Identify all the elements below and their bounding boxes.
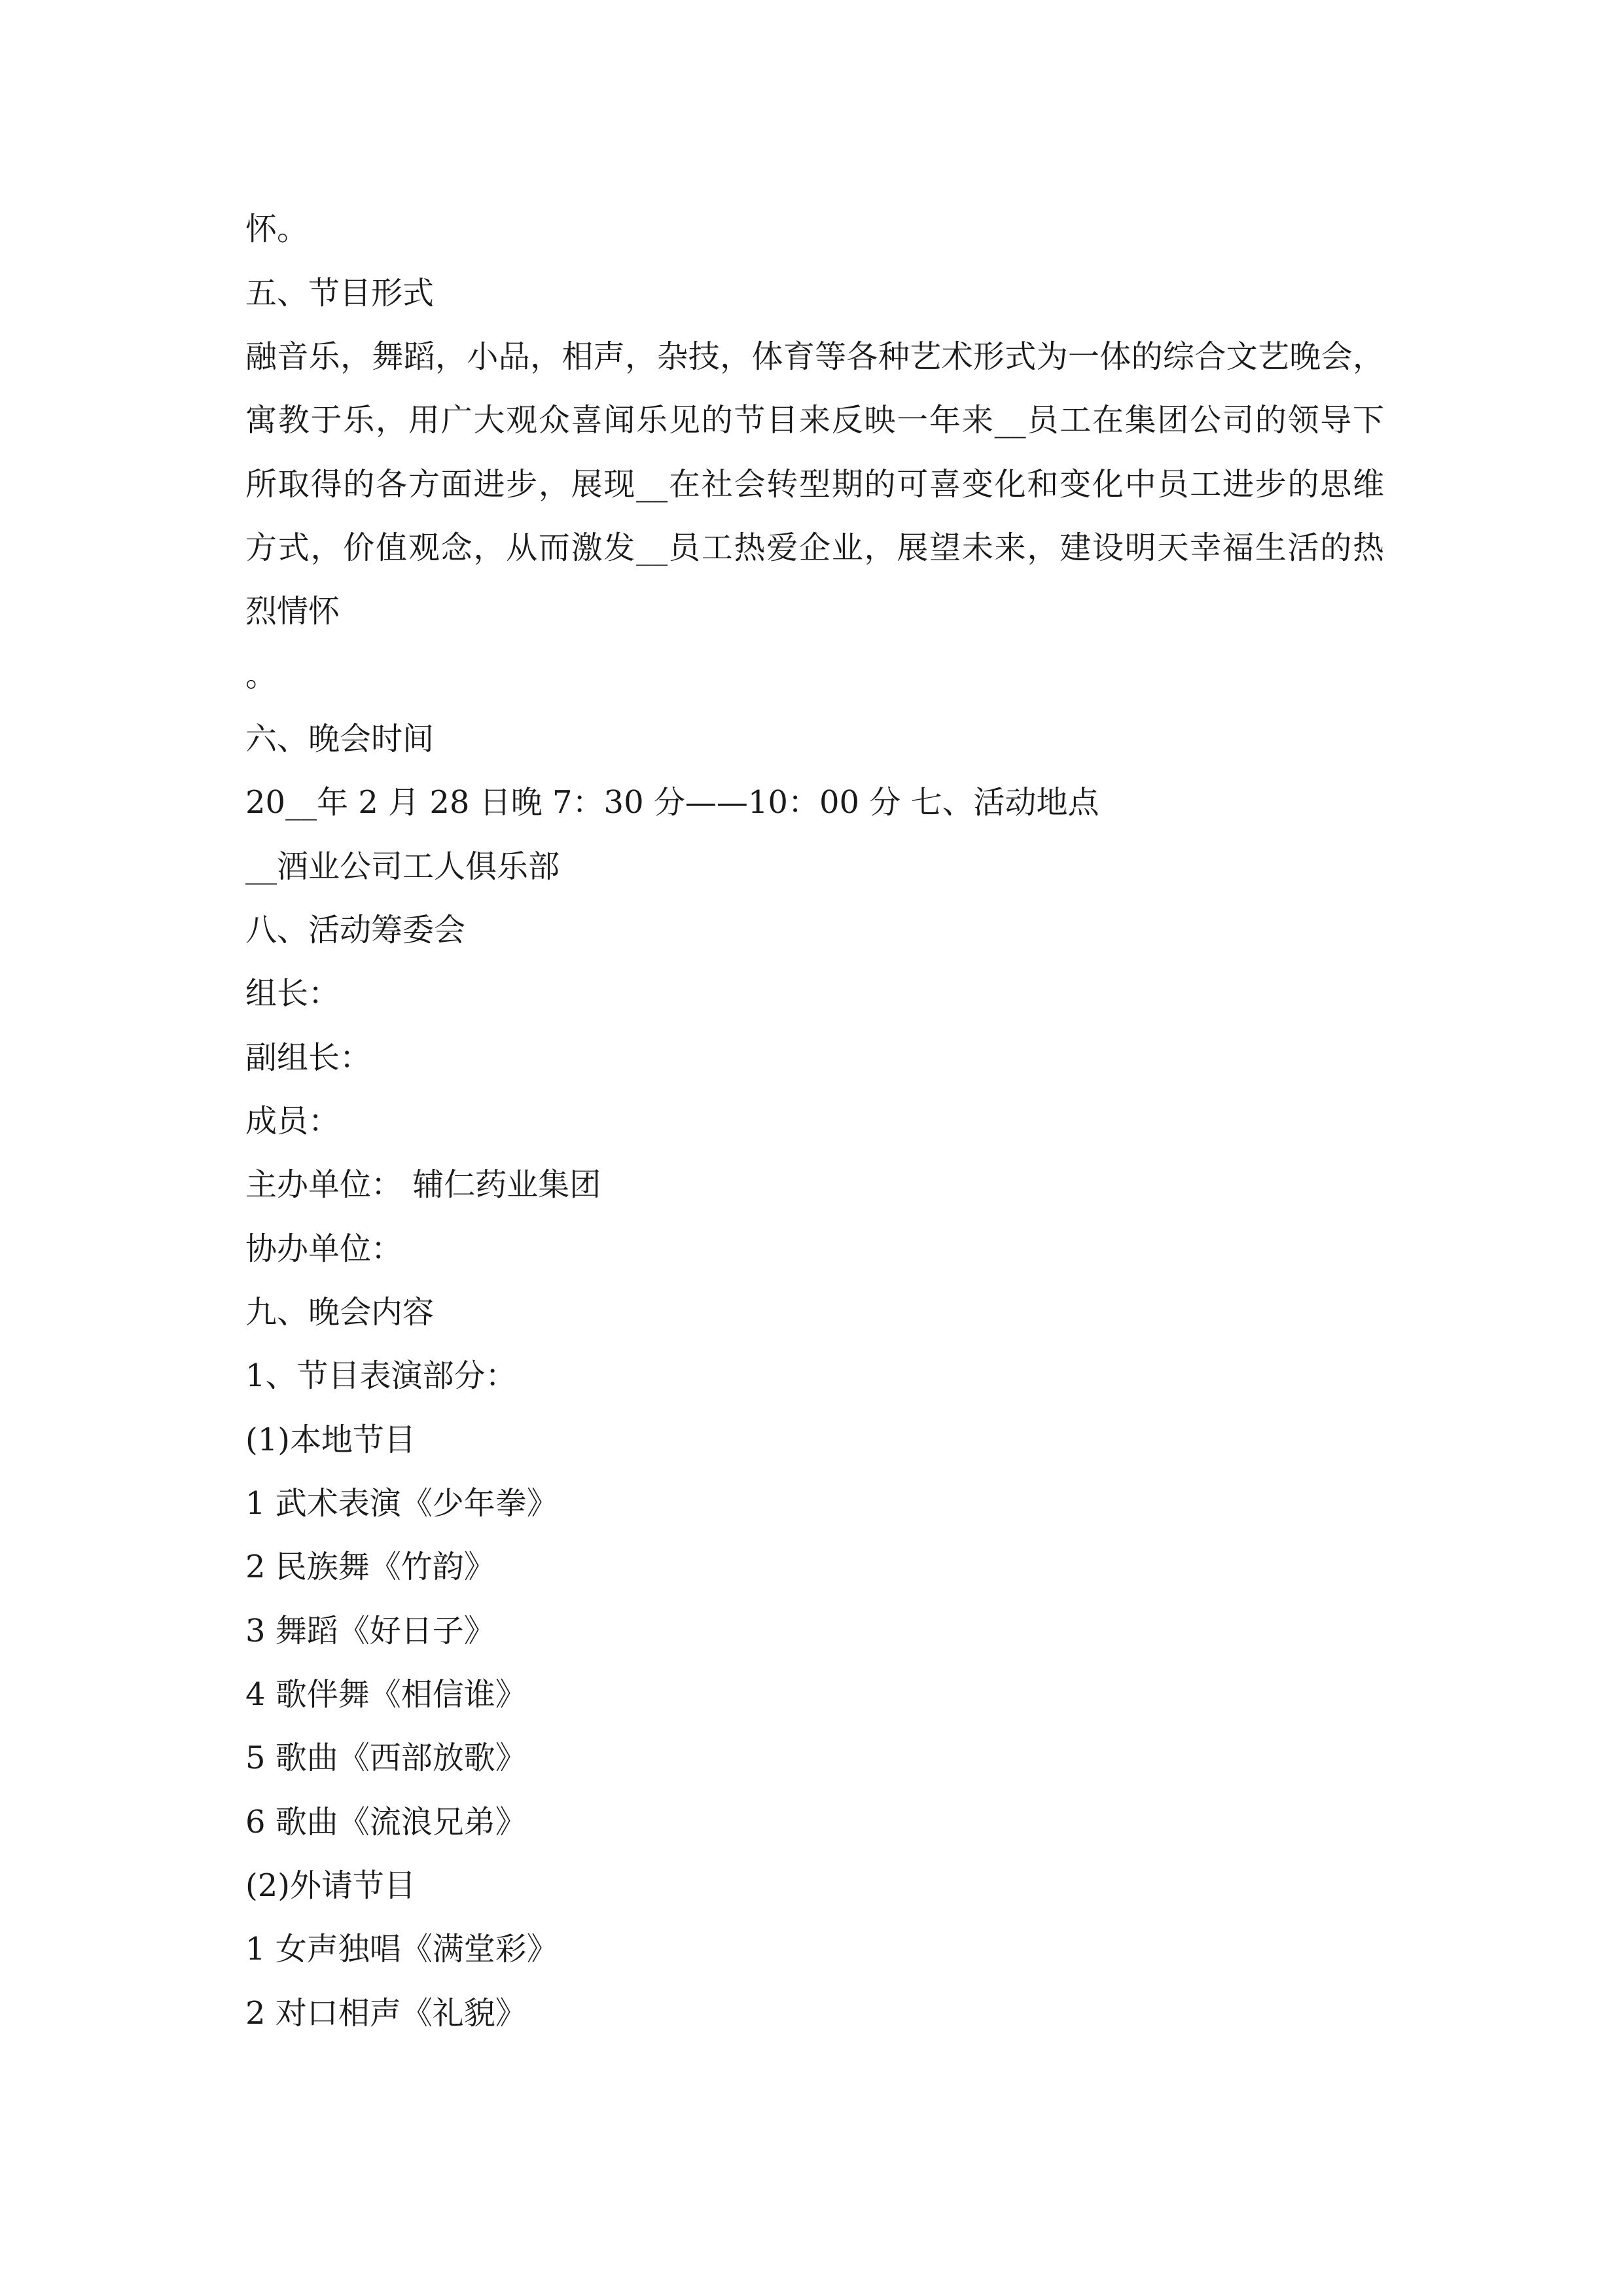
time-and-location-line: 20__年 2 月 28 日晚 7：30 分——10：00 分 七、活动地点 — [245, 784, 1099, 821]
list-item: 1 武术表演《少年拳》 — [245, 1485, 558, 1522]
list-item: 1 女声独唱《满堂彩》 — [245, 1931, 558, 1967]
list-item: 3 舞蹈《好日子》 — [245, 1613, 495, 1649]
subsection-invited-programs: (2)外请节目 — [245, 1867, 416, 1904]
section-heading-program-format: 五、节目形式 — [245, 275, 435, 312]
paragraph-line: 。 — [245, 657, 277, 694]
paragraph-line: 所取得的各方面进步，展现__在社会转型期的可喜变化和变化中员工进步的思维 — [245, 466, 1384, 503]
venue-line: __酒业公司工人俱乐部 — [245, 848, 560, 885]
section-heading-committee: 八、活动筹委会 — [245, 912, 466, 948]
list-item: 6 歌曲《流浪兄弟》 — [245, 1804, 527, 1840]
section-heading-evening-time: 六、晚会时间 — [245, 721, 435, 757]
paragraph-line: 融音乐，舞蹈，小品，相声，杂技，体育等各种艺术形式为一体的综合文艺晚会， — [245, 338, 1384, 375]
section-heading-content: 九、晚会内容 — [245, 1294, 435, 1331]
paragraph-line: 寓教于乐，用广大观众喜闻乐见的节目来反映一年来__员工在集团公司的领导下 — [245, 402, 1384, 439]
co-organizer-line: 协办单位： — [245, 1230, 403, 1267]
committee-deputy-line: 副组长： — [245, 1039, 372, 1076]
paragraph-line: 烈情怀 — [245, 593, 340, 630]
committee-leader-line: 组长： — [245, 975, 340, 1012]
text-line-continuation: 怀。 — [245, 211, 309, 247]
list-item: 4 歌伴舞《相信谁》 — [245, 1676, 527, 1713]
subsection-local-programs: (1)本地节目 — [245, 1422, 416, 1458]
organizer-line: 主办单位： 辅仁药业集团 — [245, 1166, 601, 1203]
committee-members-line: 成员： — [245, 1103, 340, 1139]
paragraph-line: 方式，价值观念，从而激发__员工热爱企业，展望未来，建设明天幸福生活的热 — [245, 529, 1384, 566]
list-item: 2 民族舞《竹韵》 — [245, 1549, 495, 1585]
list-item: 2 对口相声《礼貌》 — [245, 1995, 527, 2032]
subsection-performance: 1、节目表演部分： — [245, 1357, 517, 1394]
list-item: 5 歌曲《西部放歌》 — [245, 1740, 527, 1776]
